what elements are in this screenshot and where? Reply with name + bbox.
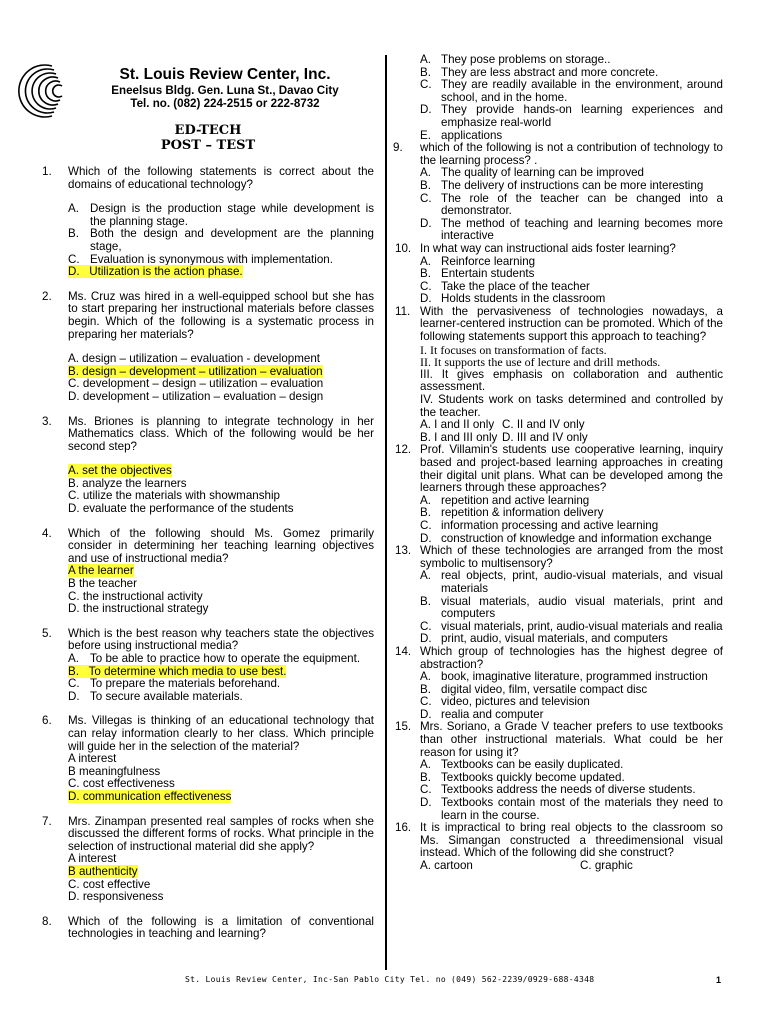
question-number: 2.: [42, 289, 52, 303]
question-3: [42, 416, 374, 516]
question-8-options: [395, 54, 723, 142]
title-line-2: POST – TEST: [160, 138, 256, 153]
left-column: [42, 166, 374, 953]
option-a: A interest: [68, 852, 117, 866]
question-number: 7.: [42, 814, 52, 828]
answer-choices: [420, 419, 723, 444]
option-d: D. Textbooks contain most of the materials they need to learn in the course.: [420, 796, 723, 822]
question-number: 5.: [42, 626, 52, 640]
option-a: A. book, imaginative literature, programmed instruction: [420, 670, 708, 684]
question-stem: Ms. Briones is planning to integrate technology in her Mathematics class. Which of the following would be her second step?: [68, 414, 374, 453]
option-b: B. repetition & information delivery: [420, 506, 604, 520]
option-c: C. Take the place of the teacher: [420, 279, 590, 293]
question-number: 6.: [42, 714, 52, 728]
question-2: [42, 291, 374, 404]
option-b: B. The delivery of instructions can be more interesting: [420, 178, 704, 192]
option-d: D. They provide hands-on learning experiences and emphasize real-world: [420, 103, 723, 129]
option-a: A. The quality of learning can be improved: [420, 166, 645, 180]
option-d: D. the instructional strategy: [68, 602, 209, 616]
question-1: [42, 166, 374, 279]
question-stem: In what way can instructional aids foster learning?: [420, 241, 676, 255]
title-line-1: ED-TECH: [174, 123, 242, 138]
question-number: 11.: [395, 304, 411, 318]
question-number: 13.: [395, 544, 412, 558]
letterhead: [80, 66, 370, 110]
option-a: A interest: [68, 752, 117, 766]
org-tel: Tel. no. (082) 224-2515 or 222-8732: [130, 97, 320, 110]
option-e: E. applications: [420, 128, 503, 142]
question-11: [395, 306, 723, 445]
logo-icon: [14, 60, 84, 122]
page-footer: St. Louis Review Center, Inc-San Pablo City Tel. no (049) 562-2239/0929-688-4348: [185, 975, 595, 984]
question-number: 10.: [395, 241, 412, 255]
page-number: 1: [716, 975, 722, 985]
statement-iv: IV. Students work on tasks determined and controlled by the teacher.: [420, 393, 723, 419]
option-d-answer: D. Utilization is the action phase.: [68, 265, 243, 279]
option-d: D. The method of teaching and learning becomes more interactive: [420, 216, 723, 243]
option-c: C. the instructional activity: [68, 589, 203, 603]
option-a: A. real objects, print, audio-visual materials, and visual materials: [420, 569, 723, 595]
option-c: C. utilize the materials with showmanship: [68, 489, 280, 503]
question-stem: Mrs. Zinampan presented real samples of rocks when she discussed the different forms of rocks. What principle in the selection of instructional material did she apply?: [68, 814, 374, 853]
option-b: B. They are less abstract and more concrete.: [420, 65, 659, 79]
question-stem: It is impractical to bring real objects to the classroom so Ms. Simangan constructed a threedimensional visual instead. Which of the following did she construct?: [420, 821, 723, 860]
option-a: A. design – utilization – evaluation - development: [68, 352, 320, 366]
question-stem: With the pervasiveness of technologies nowadays, a learner-centered instruction can be promoted. Which of the following statements support this approach to teaching?: [420, 304, 723, 344]
right-column: [395, 54, 723, 873]
question-stem: Mrs. Soriano, a Grade V teacher prefers to use textbooks than other instructional materials. What could be her reason for using it?: [420, 720, 723, 759]
option-c: C. visual materials, print, audio-visual materials and realia: [420, 619, 723, 633]
question-stem: Prof. Villamin's students use cooperative learning, inquiry based and project-based learning approaches in creating their digital unit plans. What can be developed among the learners through these approaches?: [420, 443, 723, 495]
question-number: 4.: [42, 526, 52, 540]
option-b: B. visual materials, audio visual materials, print and computers: [420, 594, 723, 621]
option-b-answer: B. To determine which media to use best.: [68, 664, 287, 678]
question-7: [42, 816, 374, 904]
question-number: 15.: [395, 720, 412, 734]
option-d: D. development – utilization – evaluation – design: [68, 389, 324, 403]
question-9: [395, 142, 723, 243]
question-stem: Which of the following should Ms. Gomez primarily consider in determining her teaching learning objectives and use of instructional media?: [68, 526, 374, 565]
option-b: B. I and III only: [420, 430, 498, 444]
question-14: [395, 646, 723, 722]
option-d: D. realia and computer: [420, 707, 544, 721]
question-10: [395, 243, 723, 306]
question-number: 8.: [42, 914, 52, 928]
option-b: B. Both the design and development are the planning stage,: [68, 227, 374, 253]
option-b-answer: B. design – development – utilization – evaluation: [68, 364, 323, 378]
option-d: D. evaluate the performance of the students: [68, 502, 294, 516]
org-name: St. Louis Review Center, Inc.: [119, 66, 331, 83]
option-b: B the teacher: [68, 577, 137, 591]
question-number: 1.: [42, 165, 52, 178]
question-16: [395, 822, 723, 872]
option-a: A. cartoon: [420, 859, 473, 872]
option-c: C. cost effective: [68, 877, 151, 891]
org-address: Eneelsus Bldg. Gen. Luna St., Davao City: [111, 84, 339, 97]
statement-ii: II. It supports the use of lecture and drill methods.: [420, 355, 661, 370]
option-a-answer: A the learner: [68, 564, 134, 578]
option-b-answer: B authenticity: [68, 864, 138, 878]
option-a: A. Design is the production stage while development is the planning stage.: [68, 202, 374, 228]
option-c: C. To prepare the materials beforehand.: [68, 677, 281, 691]
option-b: B. Textbooks quickly become updated.: [420, 770, 625, 784]
option-b: B. analyze the learners: [68, 476, 187, 490]
question-stem: Which of these technologies are arranged from the most symbolic to multisensory?: [420, 544, 723, 570]
option-a-answer: A. set the objectives: [68, 464, 172, 478]
option-b: B meaningfulness: [68, 764, 161, 778]
question-number: 9.: [393, 141, 403, 155]
option-a: A. Reinforce learning: [420, 254, 536, 268]
question-number: 12.: [395, 443, 412, 457]
option-c: C. video, pictures and television: [420, 695, 590, 709]
option-d: D. To secure available materials.: [68, 689, 243, 703]
option-c: C. development – design – utilization – evaluation: [68, 377, 324, 391]
option-c: C. II and IV only: [502, 418, 585, 432]
statement-iii: III. It gives emphasis on collaboration and authentic assessment.: [420, 367, 723, 394]
question-4: [42, 528, 374, 616]
question-13: [395, 545, 723, 646]
option-a: A. repetition and active learning: [420, 493, 590, 507]
option-d: D. Holds students in the classroom: [420, 292, 606, 306]
option-c: C. Textbooks address the needs of diverse students.: [420, 783, 696, 797]
question-stem: which of the following is not a contribution of technology to the learning process? .: [420, 141, 723, 167]
question-stem: Which of the following statements is correct about the domains of educational technology?: [68, 165, 374, 191]
test-title: [42, 123, 374, 153]
question-stem: Ms. Cruz was hired in a well-equipped school but she has to start preparing her instructional materials before classes begin. Which of the following is a systematic process in preparing her materials?: [68, 289, 374, 341]
option-c: C. information processing and active learning: [420, 518, 659, 532]
question-12: [395, 444, 723, 545]
question-stem: Which group of technologies has the highest degree of abstraction?: [420, 644, 723, 671]
question-8: [42, 916, 374, 941]
question-15: [395, 721, 723, 822]
option-c: C. They are readily available in the environment, around school, and in the home.: [420, 78, 723, 104]
option-d: D. construction of knowledge and information exchange: [420, 531, 712, 545]
option-d: D. III and IV only: [502, 430, 588, 444]
option-d: D. responsiveness: [68, 890, 164, 904]
question-number: 3.: [42, 414, 52, 428]
option-b: B. digital video, film, versatile compact disc: [420, 682, 648, 696]
option-c: C. cost effectiveness: [68, 777, 175, 791]
question-number: 16.: [395, 821, 412, 835]
option-a: A. To be able to practice how to operate the equipment.: [68, 652, 361, 665]
statement-i: I. It focuses on transformation of facts.: [420, 342, 607, 357]
question-stem: Ms. Villegas is thinking of an educational technology that can relay information clearly to her class. Which principle will guide her in the selection of the material?: [68, 714, 374, 753]
option-c: C. The role of the teacher can be changed into a demonstrator.: [420, 191, 723, 218]
option-b: B. Entertain students: [420, 267, 535, 281]
question-number: 14.: [395, 644, 412, 658]
option-d: D. print, audio, visual materials, and computers: [420, 632, 668, 646]
answer-choices: [420, 860, 723, 873]
option-c: C. graphic: [580, 859, 633, 872]
option-a: A. Textbooks can be easily duplicated.: [420, 758, 624, 772]
option-d-answer: D. communication effectiveness: [68, 789, 232, 803]
question-stem: Which is the best reason why teachers state the objectives before using instructional media?: [68, 626, 374, 653]
option-c: C. Evaluation is synonymous with implementation.: [68, 252, 333, 266]
question-5: [42, 628, 374, 704]
option-a: A. I and II only: [420, 418, 495, 432]
question-stem: Which of the following is a limitation of conventional technologies in teaching and learning?: [68, 914, 374, 941]
option-a: A. They pose problems on storage..: [420, 53, 611, 66]
question-6: [42, 715, 374, 803]
column-divider: [385, 55, 387, 970]
